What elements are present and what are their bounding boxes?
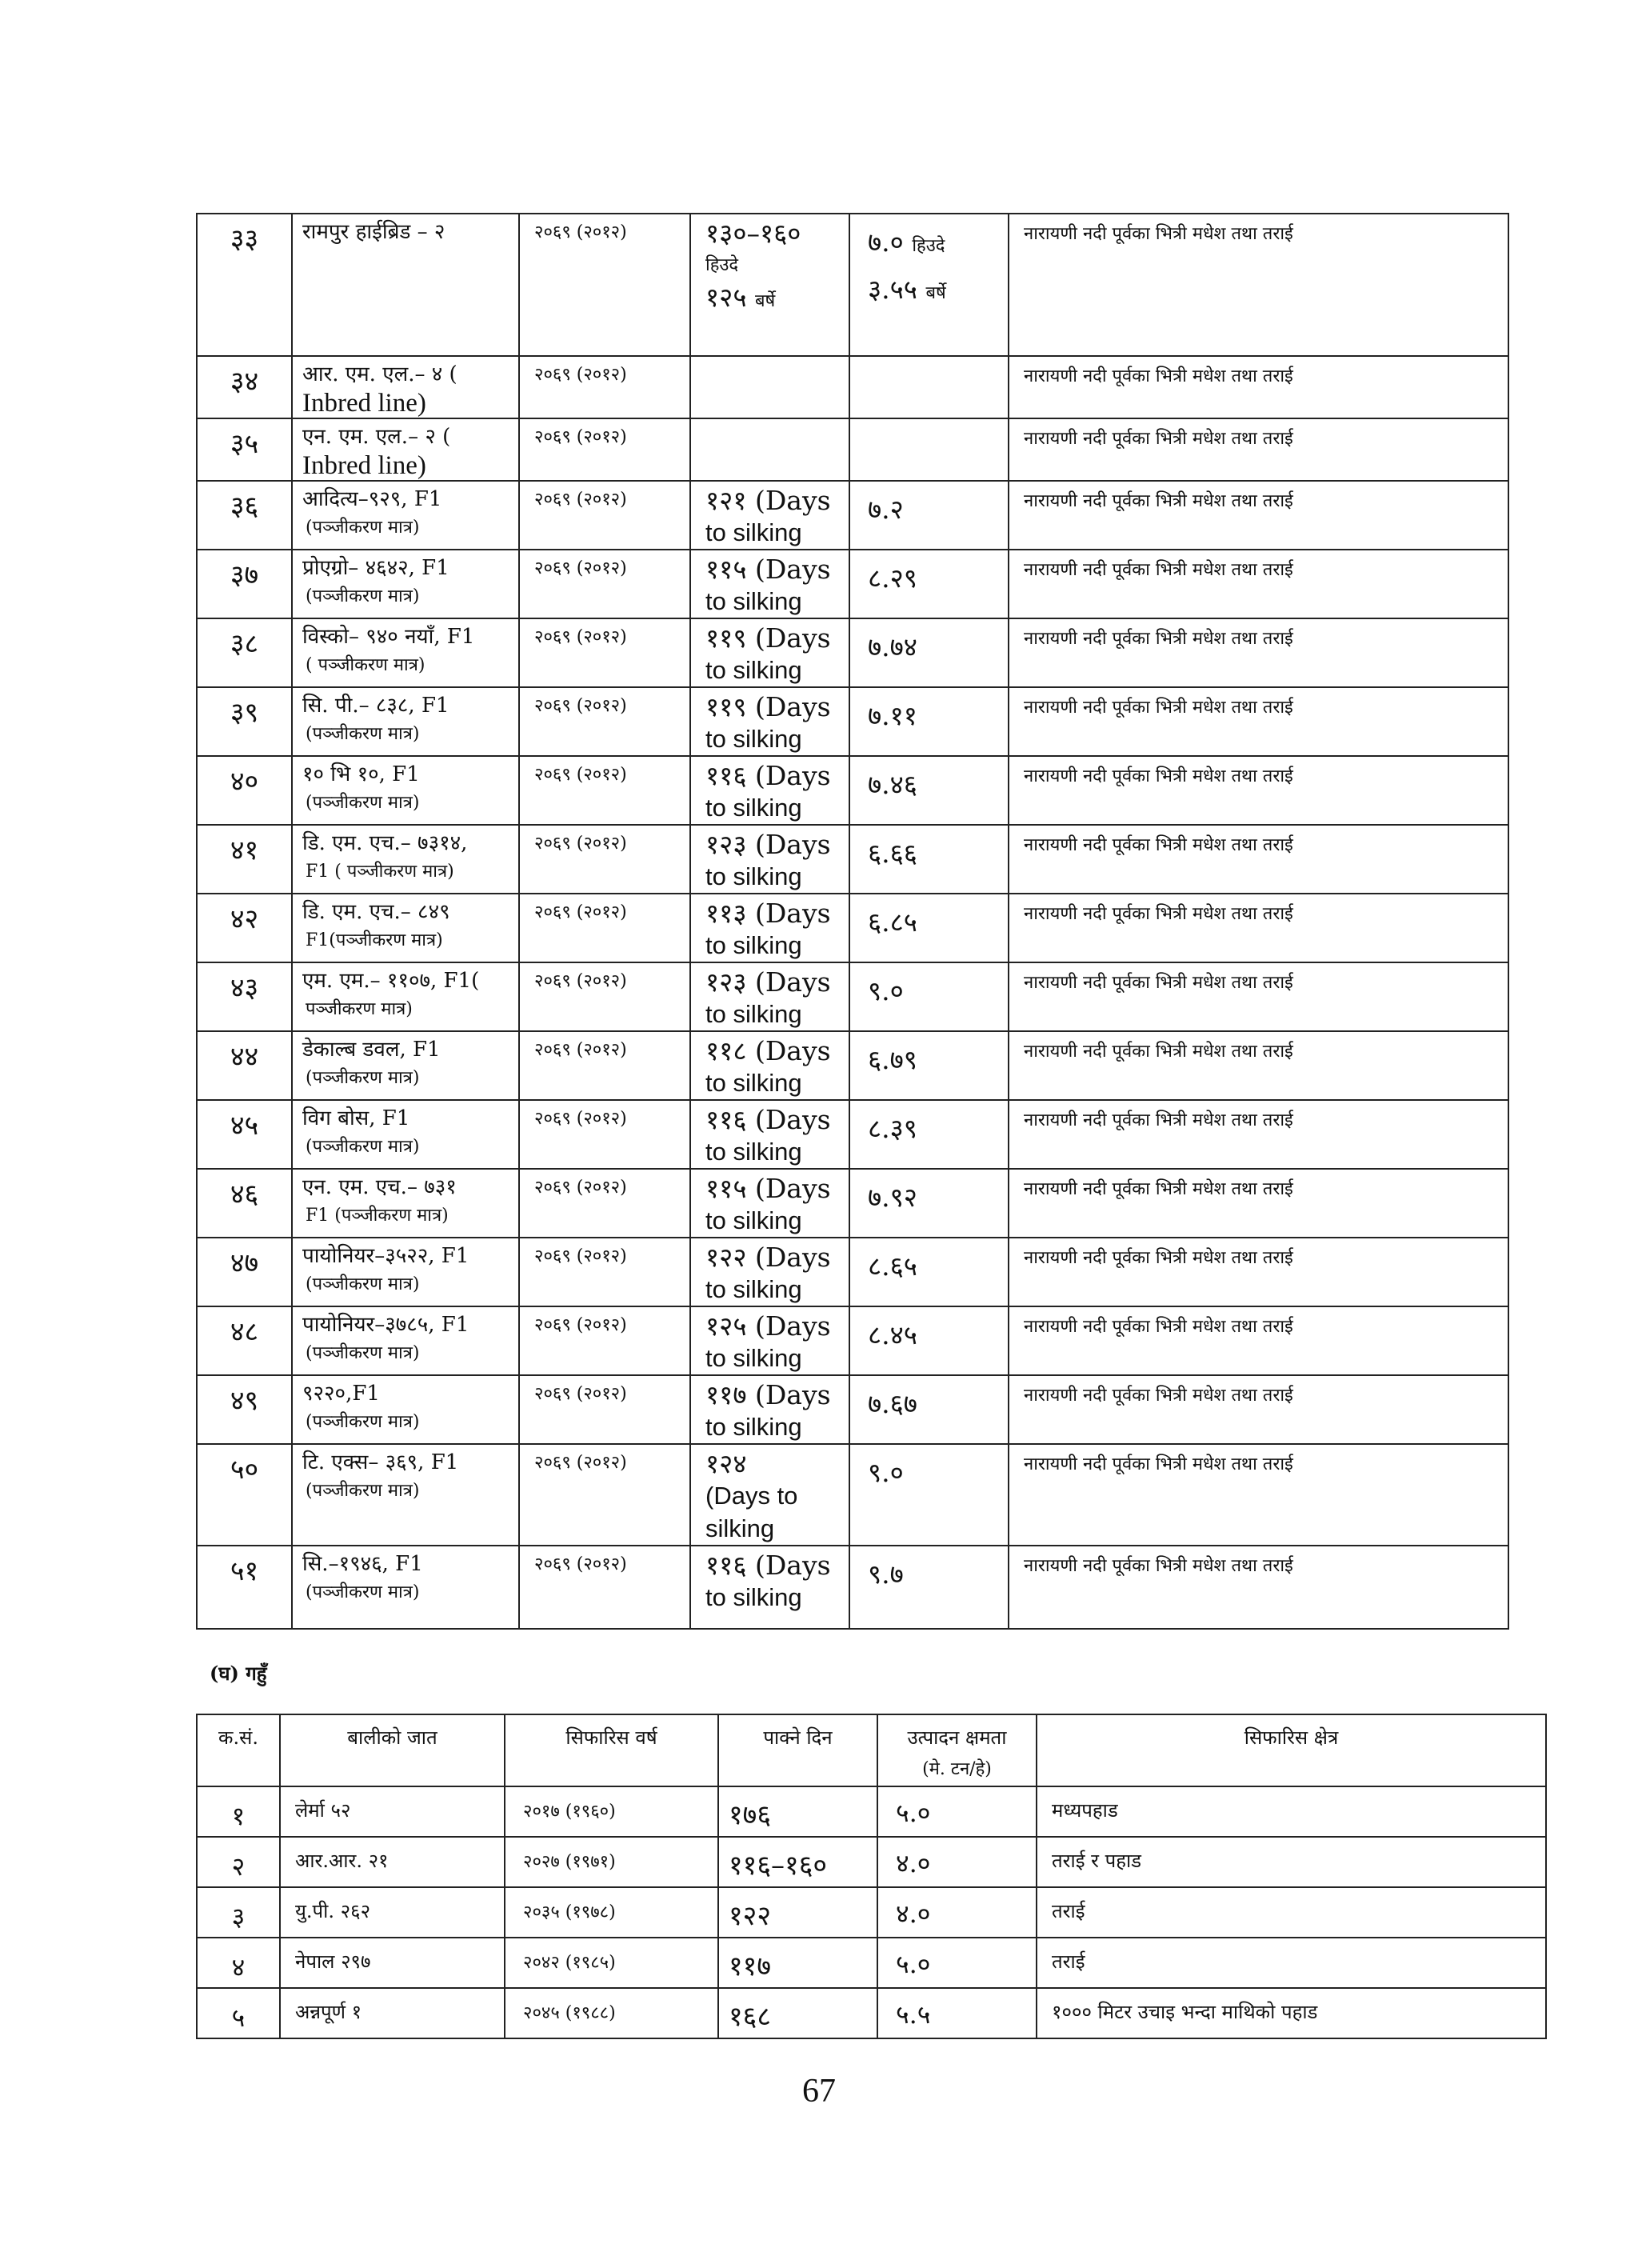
- table-row: [197, 1546, 1508, 1629]
- variety-name: नेपाल २९७: [280, 1938, 505, 1988]
- yield-value: ५.५: [877, 1988, 1037, 2038]
- variety-name-cell: [292, 618, 519, 687]
- yield-value: ५.०: [877, 1786, 1037, 1837]
- maturity-note: (Days to: [705, 1482, 798, 1510]
- recommended-area: नारायणी नदी पूर्वका भित्री मधेश तथा तराई: [1009, 825, 1508, 894]
- yield-value: ४.०: [877, 1837, 1037, 1887]
- maturity-days-cell: [690, 894, 849, 962]
- maturity-days: ११७ (Days: [705, 1379, 831, 1410]
- maturity-days-cell: [690, 687, 849, 756]
- yield-value: ९.०: [868, 1457, 904, 1488]
- section-title-wheat: (घ) गहुँ: [210, 1662, 267, 1685]
- variety-name: लेर्मा ५२: [280, 1786, 505, 1837]
- variety-note: (पञ्जीकरण मात्र): [306, 724, 420, 744]
- variety-note: (पञ्जीकरण मात्र): [306, 1343, 420, 1363]
- serial-number: ३९: [197, 687, 292, 756]
- variety-name: सि.–१९४६, F1: [302, 1552, 423, 1576]
- recommended-area: नारायणी नदी पूर्वका भित्री मधेश तथा तराई: [1009, 356, 1508, 418]
- maturity-note: to silking: [705, 587, 802, 615]
- maturity-days: १३०–१६०: [705, 218, 801, 249]
- maturity-days: ११५ (Days: [705, 1173, 831, 1204]
- recommended-area: नारायणी नदी पूर्वका भित्री मधेश तथा तराई: [1009, 687, 1508, 756]
- yield-season: हिउदे: [912, 236, 945, 256]
- yield-value: ७.९२: [868, 1182, 917, 1213]
- table-row: [197, 1100, 1508, 1169]
- maturity-days-cell: [690, 418, 849, 481]
- serial-number: ३५: [197, 418, 292, 481]
- yield-value: ८.२९: [868, 562, 917, 594]
- variety-name-cell: [292, 356, 519, 418]
- maturity-days-cell: [690, 1375, 849, 1444]
- table-row: [197, 1444, 1508, 1546]
- maturity-days-cell: [690, 1169, 849, 1238]
- yield-value: ६.८५: [868, 906, 917, 938]
- variety-name: डि. एम. एच.– ७३१४,: [302, 831, 468, 855]
- header-variety: बालीको जात: [280, 1714, 505, 1786]
- variety-name-cell: [292, 550, 519, 618]
- serial-number: ३७: [197, 550, 292, 618]
- yield-cell: [849, 356, 1009, 418]
- variety-name: ९२२०,F1: [302, 1382, 380, 1406]
- maturity-days-2: silking: [705, 1514, 775, 1542]
- maturity-days: ११६ (Days: [705, 760, 831, 791]
- recommended-area: नारायणी नदी पूर्वका भित्री मधेश तथा तराई: [1009, 1031, 1508, 1100]
- maturity-days: ११६–१६०: [718, 1837, 877, 1887]
- variety-name: एन. एम. एल.– २ (: [302, 425, 451, 449]
- maturity-note: हिउदे: [705, 255, 739, 275]
- table-row: [197, 550, 1508, 618]
- variety-name: १० भि १०, F1: [302, 762, 420, 786]
- recommendation-year: २०६९ (२०१२): [519, 687, 690, 756]
- yield-value: ६.७९: [868, 1044, 917, 1075]
- variety-note: (पञ्जीकरण मात्र): [306, 586, 420, 606]
- recommendation-year: २०६९ (२०१२): [519, 756, 690, 825]
- table-row: [197, 1837, 1546, 1887]
- maturity-note: to silking: [705, 794, 802, 822]
- yield-cell: [849, 894, 1009, 962]
- maturity-note: to silking: [705, 656, 802, 684]
- serial-number: ३६: [197, 481, 292, 550]
- recommended-area: नारायणी नदी पूर्वका भित्री मधेश तथा तराई: [1009, 1546, 1508, 1629]
- recommendation-year: २०६९ (२०१२): [519, 1031, 690, 1100]
- recommendation-year: २०६९ (२०१२): [519, 962, 690, 1031]
- variety-name: विग बोस, F1: [302, 1106, 410, 1130]
- maturity-days: १२१ (Days: [705, 485, 831, 516]
- yield-cell: [849, 214, 1009, 356]
- serial-number: ४५: [197, 1100, 292, 1169]
- variety-name-cell: [292, 962, 519, 1031]
- maturity-note: to silking: [705, 1206, 802, 1234]
- maturity-note: to silking: [705, 931, 802, 959]
- maturity-season: बर्षे: [754, 291, 776, 311]
- table-row: [197, 1031, 1508, 1100]
- maturity-note: to silking: [705, 1138, 802, 1166]
- table-header-row: [197, 1714, 1546, 1786]
- variety-note: (पञ्जीकरण मात्र): [306, 518, 420, 538]
- maturity-note: to silking: [705, 1069, 802, 1097]
- recommended-area: नारायणी नदी पूर्वका भित्री मधेश तथा तराई: [1009, 618, 1508, 687]
- variety-name: रामपुर हाईब्रिड – २: [302, 220, 445, 244]
- table-row: [197, 756, 1508, 825]
- maturity-days-cell: [690, 1444, 849, 1546]
- header-yield: [877, 1714, 1037, 1786]
- serial-number: ४: [197, 1938, 280, 1988]
- variety-name-cell: [292, 1100, 519, 1169]
- recommendation-year: २०६९ (२०१२): [519, 481, 690, 550]
- yield-cell: [849, 418, 1009, 481]
- variety-name-cell: [292, 756, 519, 825]
- maturity-days: १२३ (Days: [705, 966, 831, 998]
- yield-cell: [849, 687, 1009, 756]
- maturity-days-cell: [690, 1100, 849, 1169]
- maturity-days: १२४: [705, 1448, 747, 1479]
- variety-name-cell: [292, 1031, 519, 1100]
- yield-value: ७.४६: [868, 769, 917, 800]
- header-yield-unit: (मे. टन/हे): [922, 1759, 992, 1779]
- yield-value: ५.०: [877, 1938, 1037, 1988]
- serial-number: ३३: [197, 214, 292, 356]
- maturity-days: ११७: [718, 1938, 877, 1988]
- recommendation-year: २०६९ (२०१२): [519, 550, 690, 618]
- yield-cell: [849, 1546, 1009, 1629]
- recommendation-year: २०१७ (१९६०): [505, 1786, 718, 1837]
- variety-name: एन. एम. एच.– ७३१: [302, 1175, 457, 1199]
- table-row: [197, 1238, 1508, 1306]
- variety-name: अन्नपूर्ण १: [280, 1988, 505, 2038]
- variety-name-cell: [292, 687, 519, 756]
- serial-number: ४२: [197, 894, 292, 962]
- variety-note: (पञ्जीकरण मात्र): [306, 1068, 420, 1088]
- yield-cell: [849, 1238, 1009, 1306]
- variety-name: आदित्य–९२९, F1: [302, 487, 442, 511]
- variety-name-cell: [292, 1546, 519, 1629]
- variety-name-cell: [292, 825, 519, 894]
- recommended-area: तराई: [1037, 1938, 1546, 1988]
- yield-value: ९.७: [868, 1558, 904, 1590]
- table-row: [197, 1169, 1508, 1238]
- maturity-days: ११६ (Days: [705, 1550, 831, 1581]
- recommended-area: नारायणी नदी पूर्वका भित्री मधेश तथा तराई: [1009, 1100, 1508, 1169]
- variety-note: (पञ्जीकरण मात्र): [306, 1137, 420, 1157]
- page-number: 67: [802, 2073, 836, 2110]
- maturity-days-cell: [690, 756, 849, 825]
- recommendation-year: २०६९ (२०१२): [519, 1444, 690, 1546]
- table-row: [197, 825, 1508, 894]
- recommended-area: नारायणी नदी पूर्वका भित्री मधेश तथा तराई: [1009, 1375, 1508, 1444]
- maturity-days: ११९ (Days: [705, 622, 831, 654]
- variety-note: F1 (पञ्जीकरण मात्र): [306, 1206, 449, 1226]
- serial-number: ५: [197, 1988, 280, 2038]
- serial-number: ४३: [197, 962, 292, 1031]
- variety-note: ( पञ्जीकरण मात्र): [306, 655, 425, 675]
- yield-value: ९.०: [868, 975, 904, 1006]
- variety-name: यु.पी. २६२: [280, 1887, 505, 1938]
- yield-value: ७.७४: [868, 631, 917, 662]
- maturity-days-cell: [690, 1238, 849, 1306]
- variety-note: F1 ( पञ्जीकरण मात्र): [306, 862, 454, 882]
- maturity-days-2: १२५: [705, 282, 747, 313]
- maturity-note: to silking: [705, 1000, 802, 1028]
- table-row: [197, 962, 1508, 1031]
- maturity-days: १२३ (Days: [705, 829, 831, 860]
- table-row: [197, 687, 1508, 756]
- yield-cell: [849, 481, 1009, 550]
- variety-name: टि. एक्स– ३६९, F1: [302, 1450, 459, 1474]
- maturity-note: to silking: [705, 862, 802, 890]
- table-row: [197, 1988, 1546, 2038]
- recommendation-year: २०४२ (१९८५): [505, 1938, 718, 1988]
- yield-value: ७.०: [868, 226, 913, 258]
- serial-number: ४६: [197, 1169, 292, 1238]
- table-row: [197, 1375, 1508, 1444]
- table-row: [197, 356, 1508, 418]
- recommended-area: नारायणी नदी पूर्वका भित्री मधेश तथा तराई: [1009, 1306, 1508, 1375]
- maturity-days-cell: [690, 1306, 849, 1375]
- yield-value: ८.३९: [868, 1113, 917, 1144]
- yield-value: ८.४५: [868, 1319, 917, 1350]
- recommended-area: नारायणी नदी पूर्वका भित्री मधेश तथा तराई: [1009, 962, 1508, 1031]
- maturity-days-cell: [690, 962, 849, 1031]
- recommendation-year: २०६९ (२०१२): [519, 1169, 690, 1238]
- variety-name: पायोनियर–३५२२, F1: [302, 1244, 469, 1268]
- table-row: [197, 1306, 1508, 1375]
- header-maturity: पाक्ने दिन: [718, 1714, 877, 1786]
- variety-name: डेकाल्ब डवल, F1: [302, 1038, 441, 1062]
- maturity-note: to silking: [705, 1583, 802, 1611]
- recommendation-year: २०६९ (२०१२): [519, 1306, 690, 1375]
- recommended-area: नारायणी नदी पूर्वका भित्री मधेश तथा तराई: [1009, 214, 1508, 356]
- maturity-days-cell: [690, 356, 849, 418]
- maturity-days-cell: [690, 618, 849, 687]
- maturity-note: to silking: [705, 1413, 802, 1441]
- maturity-days: १६८: [718, 1988, 877, 2038]
- recommendation-year: २०६९ (२०१२): [519, 1100, 690, 1169]
- yield-value: ४.०: [877, 1887, 1037, 1938]
- recommended-area: नारायणी नदी पूर्वका भित्री मधेश तथा तराई: [1009, 894, 1508, 962]
- recommendation-year: २०२७ (१९७१): [505, 1837, 718, 1887]
- wheat-varieties-table: [196, 1714, 1547, 2039]
- recommended-area: नारायणी नदी पूर्वका भित्री मधेश तथा तराई: [1009, 418, 1508, 481]
- variety-name: एम. एम.– ११०७, F1(: [302, 969, 480, 993]
- variety-name: विस्को– ९४० नयाँ, F1: [302, 625, 475, 649]
- variety-note: Inbred line): [302, 389, 426, 418]
- yield-cell: [849, 1444, 1009, 1546]
- recommended-area: १००० मिटर उचाइ भन्दा माथिको पहाड: [1037, 1988, 1546, 2038]
- recommended-area: नारायणी नदी पूर्वका भित्री मधेश तथा तराई: [1009, 756, 1508, 825]
- table-row: [197, 1786, 1546, 1837]
- variety-name-cell: [292, 481, 519, 550]
- yield-cell: [849, 1100, 1009, 1169]
- maturity-days: १७६: [718, 1786, 877, 1837]
- variety-name: पायोनियर–३७८५, F1: [302, 1313, 469, 1337]
- maturity-days-cell: [690, 825, 849, 894]
- recommendation-year: २०६९ (२०१२): [519, 1238, 690, 1306]
- maturity-days: १२२ (Days: [705, 1242, 831, 1273]
- serial-number: ३: [197, 1887, 280, 1938]
- maturity-days: ११६ (Days: [705, 1104, 831, 1135]
- maturity-days-cell: [690, 1031, 849, 1100]
- yield-cell: [849, 1169, 1009, 1238]
- variety-note: (पञ्जीकरण मात्र): [306, 1481, 420, 1501]
- serial-number: १: [197, 1786, 280, 1837]
- yield-cell: [849, 756, 1009, 825]
- table-row: [197, 418, 1508, 481]
- recommended-area: तराई: [1037, 1887, 1546, 1938]
- yield-value-2: ३.५५: [868, 274, 926, 305]
- header-area: सिफारिस क्षेत्र: [1037, 1714, 1546, 1786]
- recommended-area: मध्यपहाड: [1037, 1786, 1546, 1837]
- serial-number: ४१: [197, 825, 292, 894]
- yield-value: ८.६५: [868, 1250, 917, 1282]
- recommended-area: नारायणी नदी पूर्वका भित्री मधेश तथा तराई: [1009, 481, 1508, 550]
- maturity-note: to silking: [705, 1275, 802, 1303]
- variety-note: F1(पञ्जीकरण मात्र): [306, 930, 443, 950]
- variety-name: सि. पी.– ८३८, F1: [302, 694, 449, 718]
- maize-varieties-table-continued: [196, 213, 1509, 1630]
- serial-number: ४८: [197, 1306, 292, 1375]
- recommended-area: नारायणी नदी पूर्वका भित्री मधेश तथा तराई: [1009, 550, 1508, 618]
- serial-number: ४९: [197, 1375, 292, 1444]
- maturity-days-cell: [690, 481, 849, 550]
- maturity-days: ११५ (Days: [705, 554, 831, 585]
- variety-note: (पञ्जीकरण मात्र): [306, 1412, 420, 1432]
- variety-name-cell: [292, 1306, 519, 1375]
- maturity-days-cell: [690, 1546, 849, 1629]
- serial-number: २: [197, 1837, 280, 1887]
- yield-cell: [849, 550, 1009, 618]
- recommended-area: नारायणी नदी पूर्वका भित्री मधेश तथा तराई: [1009, 1169, 1508, 1238]
- recommendation-year: २०६९ (२०१२): [519, 825, 690, 894]
- yield-value: ७.११: [868, 700, 917, 731]
- serial-number: ५०: [197, 1444, 292, 1546]
- maturity-days: ११८ (Days: [705, 1035, 831, 1066]
- recommendation-year: २०६९ (२०१२): [519, 1375, 690, 1444]
- header-yield-label: उत्पादन क्षमता: [907, 1726, 1007, 1749]
- maturity-days-cell: [690, 214, 849, 356]
- table-row: [197, 481, 1508, 550]
- maturity-days: ११९ (Days: [705, 691, 831, 722]
- yield-value: ७.२: [868, 494, 904, 525]
- variety-name-cell: [292, 1238, 519, 1306]
- yield-cell: [849, 825, 1009, 894]
- maturity-days: १२५ (Days: [705, 1310, 831, 1342]
- recommended-area: नारायणी नदी पूर्वका भित्री मधेश तथा तराई: [1009, 1444, 1508, 1546]
- serial-number: ४०: [197, 756, 292, 825]
- maturity-days-cell: [690, 550, 849, 618]
- variety-name-cell: [292, 1375, 519, 1444]
- yield-value: ७.६७: [868, 1388, 917, 1419]
- recommendation-year: २०६९ (२०१२): [519, 1546, 690, 1629]
- recommendation-year: २०६९ (२०१२): [519, 894, 690, 962]
- variety-name: प्रोएग्रो– ४६४२, F1: [302, 556, 449, 580]
- variety-note: (पञ्जीकरण मात्र): [306, 793, 420, 813]
- header-serial: क.सं.: [197, 1714, 280, 1786]
- variety-note: पञ्जीकरण मात्र): [306, 999, 413, 1019]
- maturity-days: ११३ (Days: [705, 898, 831, 929]
- variety-note: Inbred line): [302, 451, 426, 480]
- variety-name: आर. एम. एल.– ४ (: [302, 362, 457, 386]
- table-row: [197, 1938, 1546, 1988]
- variety-note: (पञ्जीकरण मात्र): [306, 1274, 420, 1294]
- serial-number: ४४: [197, 1031, 292, 1100]
- yield-cell: [849, 962, 1009, 1031]
- yield-cell: [849, 1375, 1009, 1444]
- table-row: [197, 214, 1508, 356]
- table-row: [197, 1887, 1546, 1938]
- variety-name-cell: [292, 894, 519, 962]
- recommendation-year: २०३५ (१९७८): [505, 1887, 718, 1938]
- maturity-days: १२२: [718, 1887, 877, 1938]
- serial-number: ४७: [197, 1238, 292, 1306]
- yield-value: ६.६६: [868, 838, 917, 869]
- recommendation-year: २०६९ (२०१२): [519, 418, 690, 481]
- recommended-area: नारायणी नदी पूर्वका भित्री मधेश तथा तराई: [1009, 1238, 1508, 1306]
- yield-cell: [849, 1031, 1009, 1100]
- yield-cell: [849, 1306, 1009, 1375]
- yield-cell: [849, 618, 1009, 687]
- header-year: सिफारिस वर्ष: [505, 1714, 718, 1786]
- variety-name-cell: [292, 1169, 519, 1238]
- variety-name: डि. एम. एच.– ८४९: [302, 900, 450, 924]
- maturity-note: to silking: [705, 1344, 802, 1372]
- table-row: [197, 618, 1508, 687]
- serial-number: ३८: [197, 618, 292, 687]
- recommendation-year: २०४५ (१९८८): [505, 1988, 718, 2038]
- recommendation-year: २०६९ (२०१२): [519, 214, 690, 356]
- table-row: [197, 894, 1508, 962]
- yield-season-2: बर्षे: [925, 283, 946, 303]
- recommendation-year: २०६९ (२०१२): [519, 618, 690, 687]
- variety-name: आर.आर. २१: [280, 1837, 505, 1887]
- maturity-note: to silking: [705, 725, 802, 753]
- variety-name-cell: [292, 214, 519, 356]
- variety-name-cell: [292, 1444, 519, 1546]
- variety-name-cell: [292, 418, 519, 481]
- serial-number: ३४: [197, 356, 292, 418]
- serial-number: ५१: [197, 1546, 292, 1629]
- recommendation-year: २०६९ (२०१२): [519, 356, 690, 418]
- recommended-area: तराई र पहाड: [1037, 1837, 1546, 1887]
- variety-note: (पञ्जीकरण मात्र): [306, 1582, 420, 1602]
- maturity-note: to silking: [705, 518, 802, 546]
